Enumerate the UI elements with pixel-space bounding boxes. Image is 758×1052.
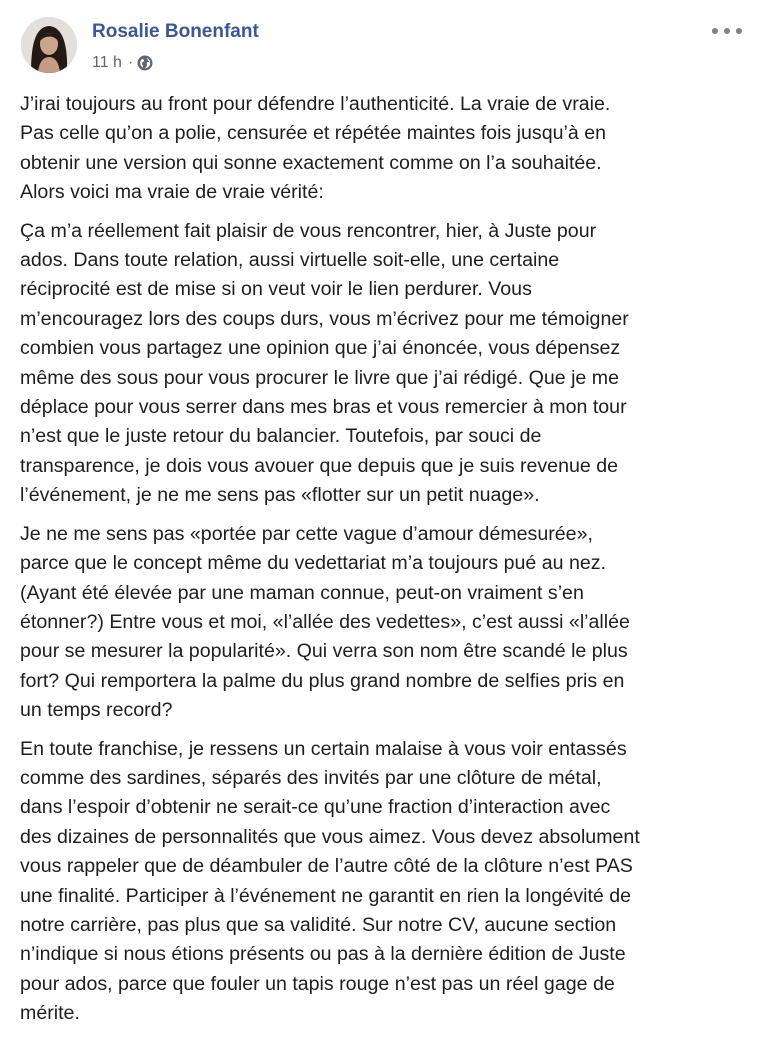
- text-line: un temps record?: [20, 699, 173, 722]
- text-line: transparence, je dois vous avouer que depuis que je suis revenue de: [20, 454, 619, 477]
- text-line: comme des sardines, séparés des invités par une clôture de métal,: [20, 766, 602, 789]
- text-line: obtenir une version qui sonne exactement comme on l’a souhaitée.: [20, 151, 602, 174]
- text-line: combien vous partagez une opinion que j’ai énoncée, vous dépensez: [20, 337, 621, 360]
- author-name[interactable]: Rosalie Bonenfant: [92, 21, 259, 42]
- text-line: déplace pour vous serrer dans mes bras et vous remercier à mon tour: [20, 396, 627, 419]
- text-line: Ça m’a réellement fait plaisir de vous rencontrer, hier, à Juste pour: [20, 219, 597, 242]
- post-paragraph-2: [20, 217, 746, 511]
- text-line: pour se mesurer la popularité». Qui verra son nom être scandé le plus: [20, 640, 628, 663]
- meta-separator: ·: [127, 54, 134, 71]
- post-content: [20, 90, 746, 1038]
- text-line: J’irai toujours au front pour défendre l’authenticité. La vraie de vraie.: [20, 93, 611, 115]
- avatar[interactable]: [21, 17, 77, 73]
- text-line: fort? Qui remportera la palme du plus grand nombre de selfies pris en: [20, 669, 625, 692]
- text-line: même des sous pour vous procurer le livre que j’ai rédigé. Que je me: [20, 366, 619, 389]
- text-line: l’événement, je ne me sens pas «flotter sur un petit nuage».: [20, 484, 540, 507]
- text-line: n’indique si nous étions présents ou pas à la dernière édition de Juste: [20, 943, 626, 966]
- ellipsis-icon-dot-2: [724, 28, 730, 34]
- text-line: Alors voici ma vraie de vraie vérité:: [20, 181, 324, 204]
- text-line: En toute franchise, je ressens un certain malaise à vous voir entassés: [20, 737, 627, 760]
- text-line: pour ados, parce que fouler un tapis rouge n’est pas un réel gage de: [20, 972, 615, 995]
- text-line: étonner?) Entre vous et moi, «l’allée des vedettes», c’est aussi «l’allée: [20, 610, 630, 633]
- text-line: Je ne me sens pas «portée par cette vague d’amour démesurée»,: [20, 522, 593, 545]
- ellipsis-icon-dot-1: [712, 28, 718, 34]
- text-line: parce que le concept même du vedettariat m’a toujours pué au nez.: [20, 552, 606, 575]
- text-line: dans l’espoir d’obtenir ne serait-ce qu’une fraction d’interaction avec: [20, 796, 611, 819]
- post-meta: [92, 53, 153, 73]
- text-line: ados. Dans toute relation, aussi virtuelle soit-elle, une certaine: [20, 249, 560, 272]
- text-line: Pas celle qu’on a polie, censurée et répétée maintes fois jusqu’à en: [20, 122, 607, 145]
- post-paragraph-3: [20, 520, 746, 726]
- text-line: une finalité. Participer à l’événement ne garantit en rien la longévité de: [20, 884, 632, 907]
- text-line: n’est que le juste retour du balancier. Toutefois, par souci de: [20, 425, 542, 448]
- post-paragraph-1: [20, 90, 746, 208]
- text-line: (Ayant été élevée par une maman connue, peut-on vraiment s’en: [20, 581, 584, 604]
- post-paragraph-4: [20, 735, 746, 1029]
- text-line: m’encouragez lors des coups durs, vous m’écrivez pour me témoigner: [20, 307, 629, 330]
- text-line: réciprocité est de mise si on veut voir le lien perdurer. Vous: [20, 278, 532, 301]
- globe-icon[interactable]: [137, 55, 153, 71]
- text-line: des dizaines de personnalités que vous aimez. Vous devez absolument: [20, 825, 640, 848]
- text-line: vous rappeler que de déambuler de l’autre côté de la clôture n’est PAS: [20, 855, 633, 878]
- more-options-button[interactable]: [712, 22, 742, 40]
- ellipsis-icon-dot-3: [736, 28, 742, 34]
- post-timestamp[interactable]: 11 h: [92, 54, 122, 71]
- text-line: notre carrière, pas plus que sa validité. Sur notre CV, aucune section: [20, 913, 617, 936]
- text-line: mérite.: [20, 1002, 80, 1025]
